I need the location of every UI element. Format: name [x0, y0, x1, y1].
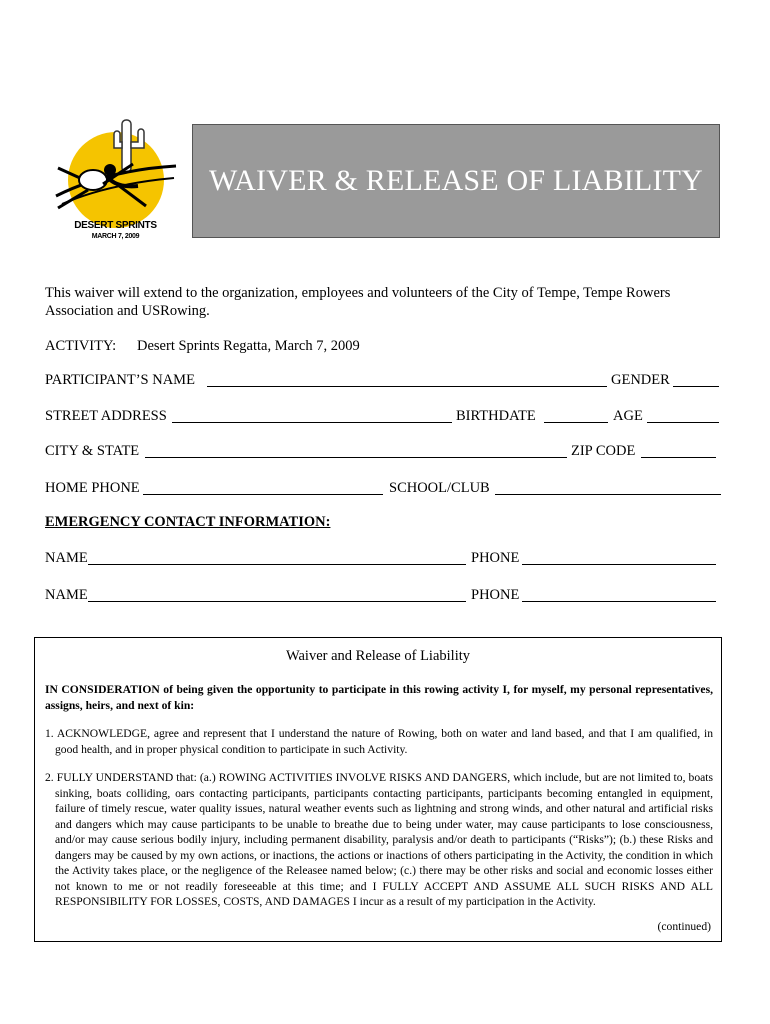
emergency-name-field[interactable] [88, 564, 466, 565]
activity-value: Desert Sprints Regatta, March 7, 2009 [137, 338, 360, 354]
city-state-field[interactable] [145, 457, 567, 458]
activity-label: ACTIVITY: [45, 338, 117, 354]
emergency-phone-field[interactable] [522, 601, 716, 602]
emergency-phone-field[interactable] [522, 564, 716, 565]
emergency-heading: EMERGENCY CONTACT INFORMATION: [45, 514, 331, 530]
city-state-row [45, 443, 725, 463]
age-label: AGE [613, 408, 643, 424]
intro-paragraph: This waiver will extend to the organization, employees and volunteers of the City of Tempe, Tempe Rowers Association and USRowing. [45, 285, 671, 319]
waiver-consideration: IN CONSIDERATION of being given the opportunity to participate in this rowing activity I, for myself, my personal representatives, assigns, heirs, and next of kin: [45, 683, 713, 712]
emergency-name-label: NAME [45, 587, 88, 603]
title-banner [192, 124, 720, 238]
gender-label: GENDER [611, 372, 670, 388]
birthdate-field[interactable] [544, 422, 608, 423]
city-state-label: CITY & STATE [45, 443, 140, 459]
activity-row [45, 338, 725, 358]
emergency-contact-row-2 [45, 587, 725, 607]
birthdate-label: BIRTHDATE [456, 408, 536, 424]
waiver-item-1 [45, 726, 713, 757]
waiver-item-1-text: 1. ACKNOWLEDGE, agree and represent that I understand the nature of Rowing, both on water and land based, and that I am qualified, in good health, and in proper physical condition to participate in such Activity. [45, 727, 713, 756]
emergency-name-label: NAME [45, 550, 88, 566]
logo-caption [48, 220, 183, 242]
home-phone-row [45, 480, 725, 500]
street-address-field[interactable] [172, 422, 452, 423]
home-phone-label: HOME PHONE [45, 480, 140, 496]
participant-name-label: PARTICIPANT’S NAME [45, 372, 195, 388]
emergency-name-field[interactable] [88, 601, 466, 602]
street-address-row [45, 408, 725, 428]
street-address-label: STREET ADDRESS [45, 408, 167, 424]
home-phone-field[interactable] [143, 494, 383, 495]
age-field[interactable] [647, 422, 719, 423]
emergency-phone-label: PHONE [471, 587, 520, 603]
waiver-title: Waiver and Release of Liability [285, 648, 471, 664]
school-club-label: SCHOOL/CLUB [389, 480, 490, 496]
waiver-item-2 [45, 770, 713, 910]
zip-code-label: ZIP CODE [571, 443, 636, 459]
participant-name-field[interactable] [207, 386, 607, 387]
zip-code-field[interactable] [641, 457, 716, 458]
gender-field[interactable] [673, 386, 719, 387]
logo-date: MARCH 7, 2009 [91, 233, 140, 240]
waiver-item-2-text: 2. FULLY UNDERSTAND that: (a.) ROWING ACTIVITIES INVOLVE RISKS AND DANGERS, which include, but are not limited to, boats sinking, boats colliding, oars contacting participants, participants contacting participants, participants becoming entangled in equipment, failure of timely rescue, water quality issues, natural weather events such as lightning and strong winds, and other natural and artificial risks and dangers which may cause participants to be unable to breathe due to being under water, may cause participants to lose consciousness, and/or may cause serious bodily injury, including permanent disability, paralysis and/or death to participants (“Risks”); (b.) these Risks and dangers may be caused by my own actions, or inactions, the actions or inactions of others participating in the Activity, the condition in which the Activity takes place, or the negligence of the Releasee named below; (c.) there may be other risks and social and economic losses either not known to me or not readily foreseeable at this time; and I FULLY ACCEPT AND ASSUME ALL SUCH RISKS AND ALL RESPONSIBILITY FOR LOSSES, COSTS, AND DAMAGES I incur as a result of my participation in the Activity. [45, 771, 713, 908]
waiver-box [34, 637, 722, 942]
participant-name-row [45, 372, 725, 392]
school-club-field[interactable] [495, 494, 721, 495]
continued-note: (continued) [657, 920, 711, 933]
emergency-contact-row-1 [45, 550, 725, 570]
emergency-phone-label: PHONE [471, 550, 520, 566]
page-title: WAIVER & RELEASE OF LIABILITY [208, 164, 704, 197]
logo-text: DESERT SPRINTS [74, 220, 157, 231]
